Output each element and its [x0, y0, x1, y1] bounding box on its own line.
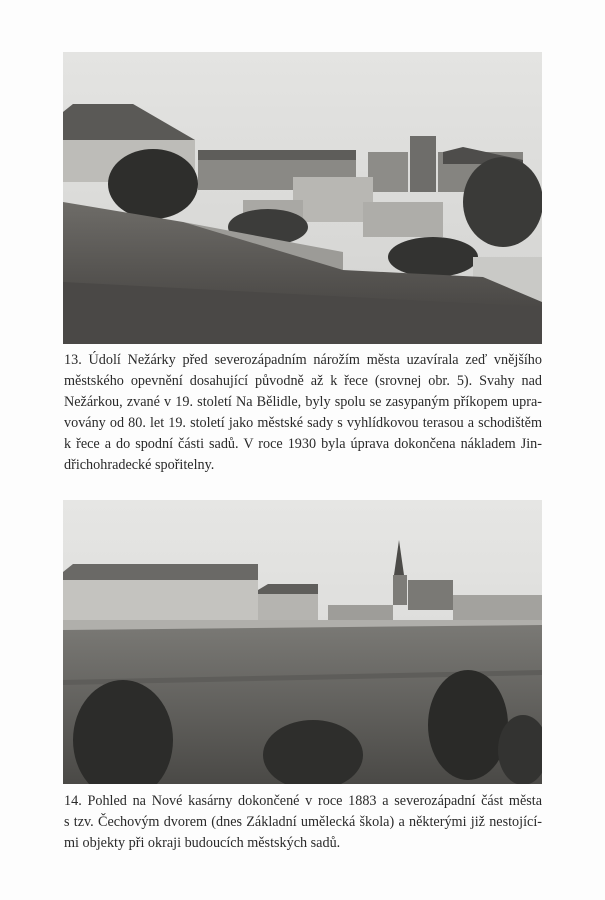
caption-line: dřichohradecké spořitelny. — [64, 457, 215, 473]
figure-13-caption — [64, 350, 542, 476]
photo-nezarka-valley — [63, 52, 542, 344]
caption-line: městského opevnění dosahující původně až k řece (srovnej obr. 5). Svahy nad — [64, 373, 542, 389]
figure-14-caption — [64, 791, 542, 854]
caption-line: mi objekty při okraji budoucích městských sadů. — [64, 835, 341, 851]
caption-line: vovány od 80. let 19. století jako městské sady s vyhlídkovou terasou a schodištěm — [64, 415, 542, 431]
caption-line: 13. Údolí Nežárky před severozápadním nárožím města uzavírala zeď vnějšího — [64, 352, 542, 368]
caption-line: Nežárkou, zvané v 19. století Na Bělidle, byly spolu se zasypaným příkopem upra- — [64, 394, 542, 410]
caption-line: 14. Pohled na Nové kasárny dokončené v roce 1883 a severozápadní část města — [64, 793, 542, 809]
caption-line: s tzv. Čechovým dvorem (dnes Základní umělecká škola) a některými již nestojící- — [64, 814, 542, 830]
photo-new-barracks — [63, 500, 542, 784]
caption-line: k řece a do spodní části sadů. V roce 1930 byla úprava dokončena nákladem Jin- — [64, 436, 542, 452]
